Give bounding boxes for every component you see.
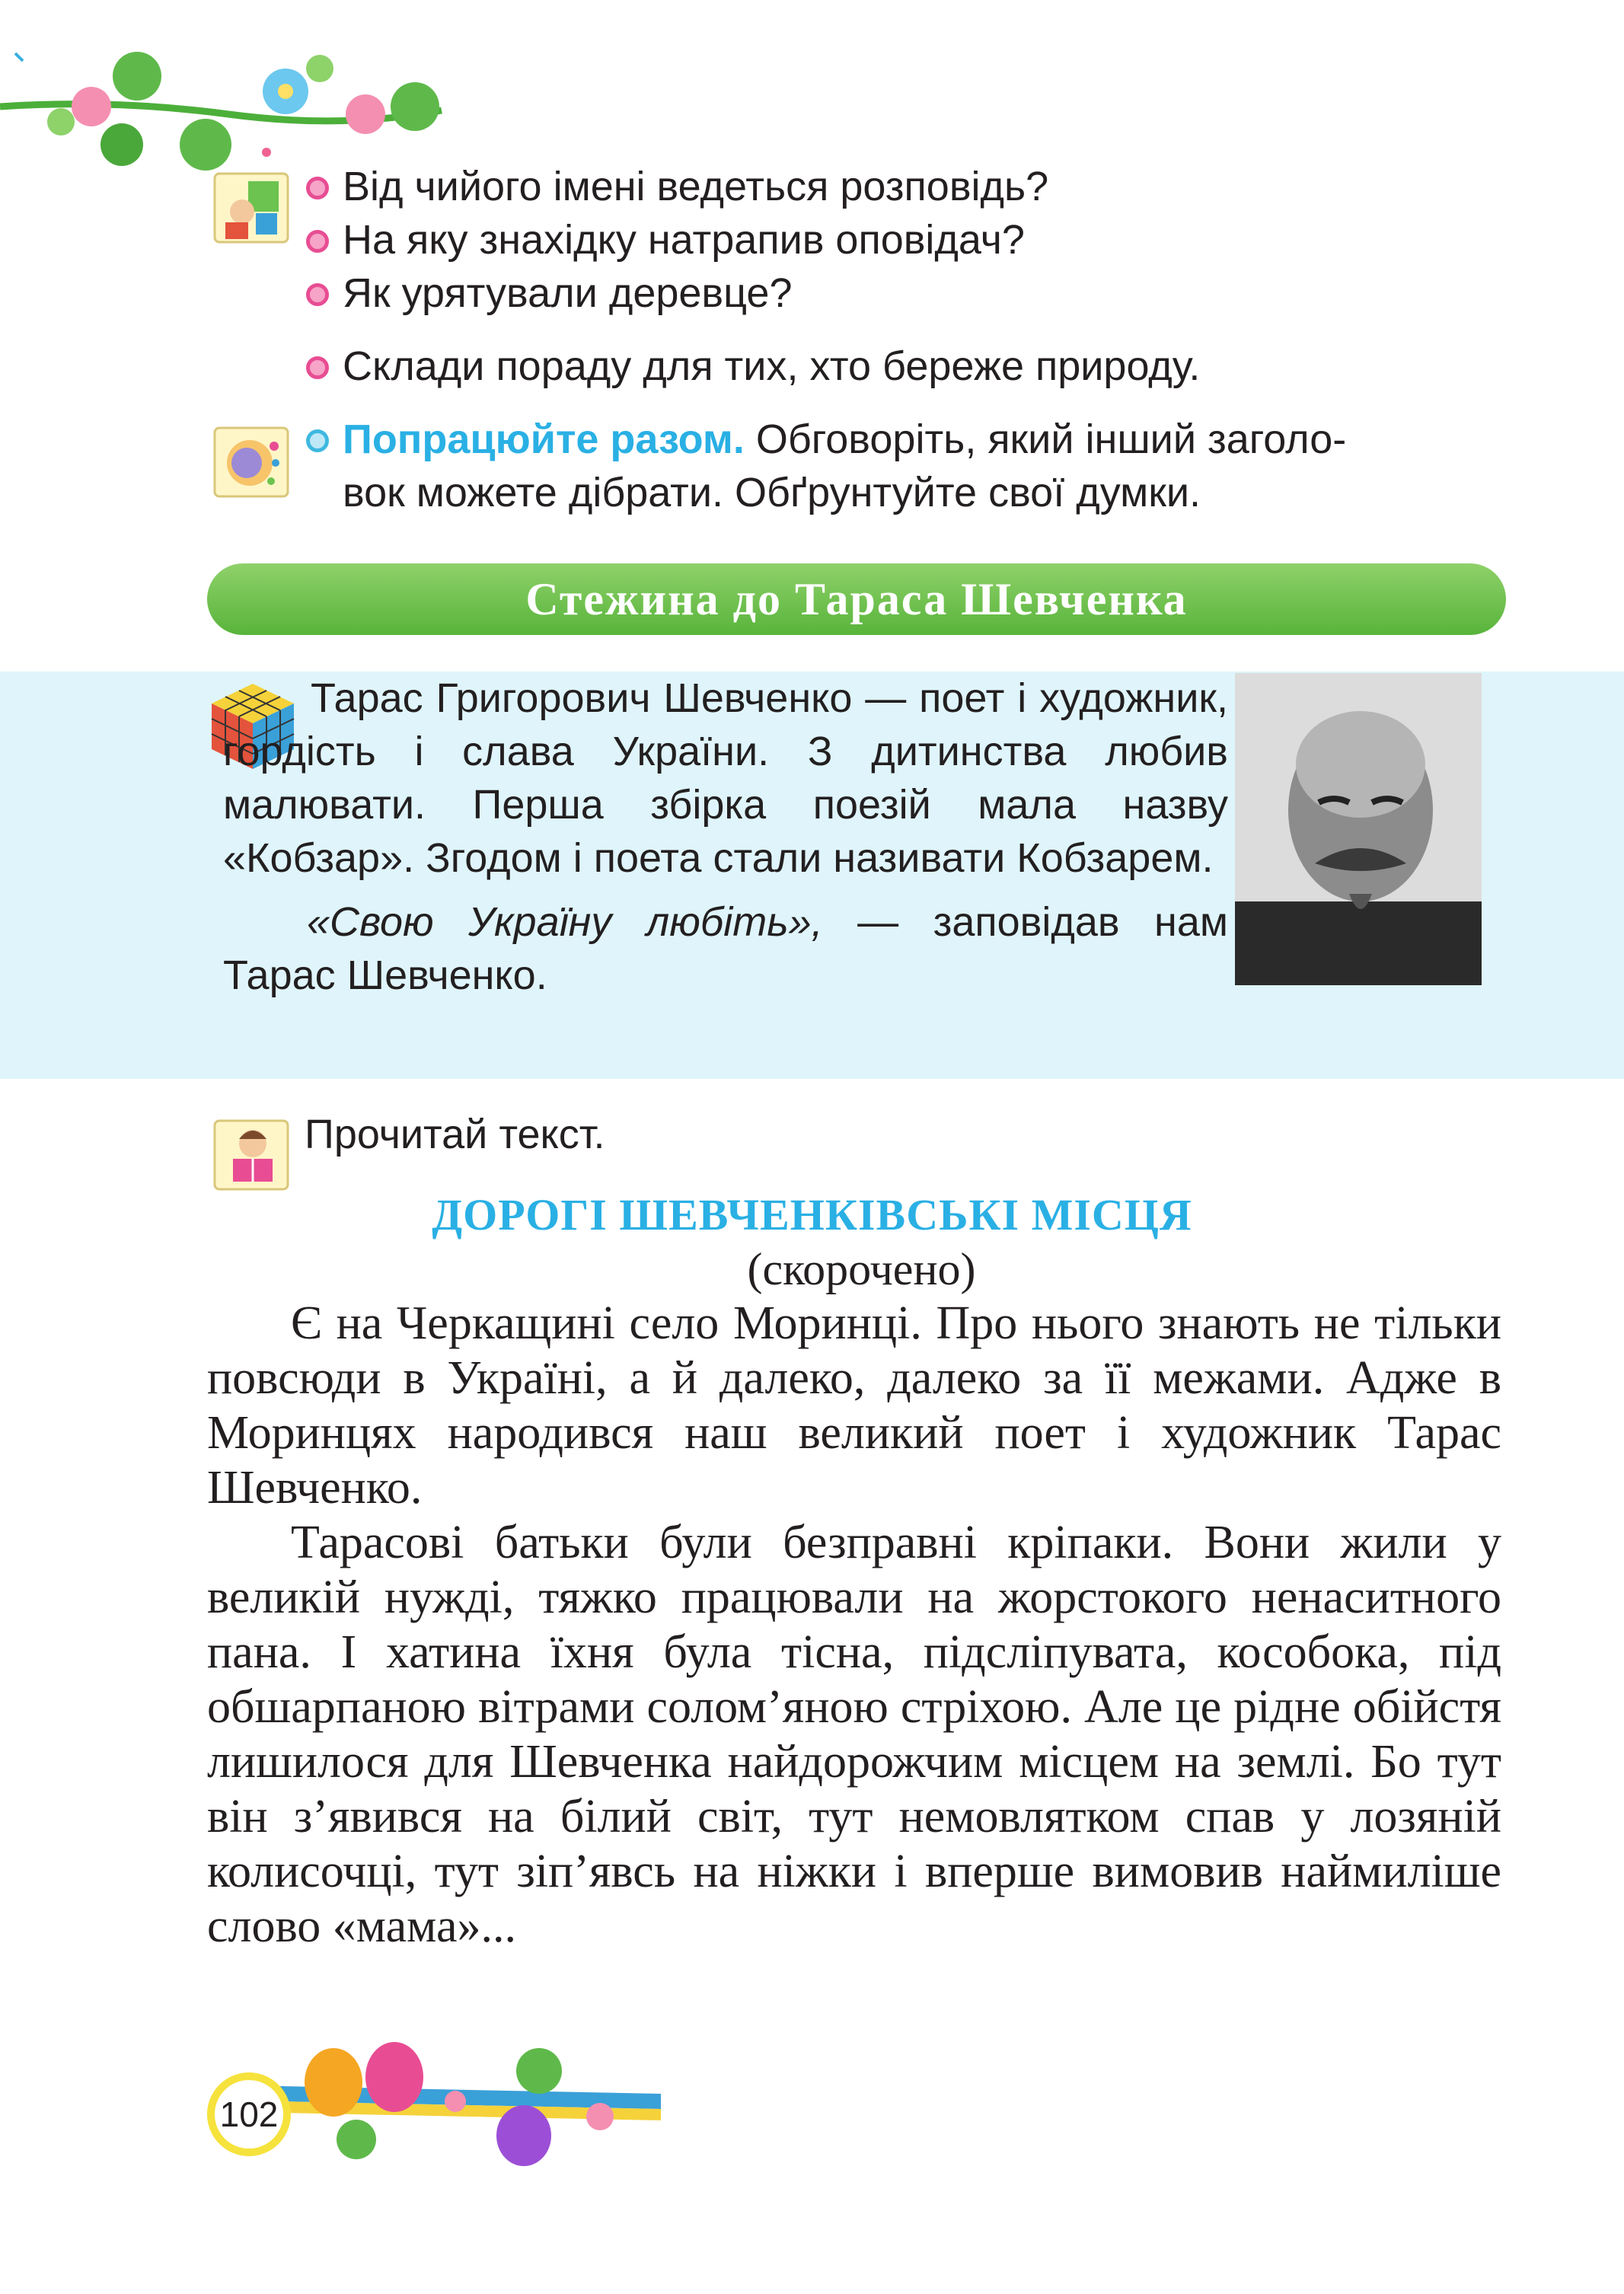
bullet-icon <box>306 230 329 253</box>
question-item: Як урятували деревце? <box>305 266 1523 320</box>
question-item: Склади пораду для тих, хто береже природу. <box>305 340 1523 393</box>
bullet-icon <box>306 283 329 306</box>
page-number: 102 <box>207 2072 291 2156</box>
question-item: Від чийого імені ведеться розповідь? <box>305 160 1523 213</box>
section-banner: Стежина до Тараса Шевченка <box>207 563 1506 635</box>
shevchenko-portrait <box>1235 673 1482 985</box>
story-title: ДОРОГІ ШЕВЧЕНКІВСЬКІ МІСЦЯ <box>432 1190 1192 1240</box>
bullet-icon <box>306 429 329 452</box>
story-subtitle: (скорочено) <box>747 1244 976 1294</box>
story-paragraph: Є на Черкащині село Моринці. Про нього знають не тільки повсюди в Україні, а й далеко, далеко за її межами. Адже в Моринцях народився наш великий поет і художник Тарас Шевченко. <box>207 1297 1501 1514</box>
quote-italic: «Свою Україну любіть», <box>307 899 823 945</box>
reading-child-icon <box>210 1113 294 1197</box>
teamwork-task: Попрацюйте разом. Обговоріть, який інший заголо- <box>305 413 1523 466</box>
teamwork-highlight: Попрацюйте разом. <box>343 416 745 462</box>
question-list <box>305 160 1523 519</box>
question-card-icon <box>210 166 294 250</box>
floral-decoration-top <box>0 23 457 175</box>
info-quote: «Свою Україну любіть», — заповідав нам Тарас Шевченко. <box>223 899 1229 998</box>
teamwork-card-icon <box>210 420 294 504</box>
info-text <box>223 672 1228 1002</box>
info-paragraph: Тарас Григорович Шевченко — поет і художник, гордість і слава України. З дитинства любив малювати. Перша збірка поезій мала назву «Кобзар». Згодом і поета стали називати Кобзарем. <box>223 675 1228 881</box>
bullet-icon <box>306 356 329 379</box>
bullet-icon <box>306 177 329 199</box>
question-item: На яку знахідку натрапив оповідач? <box>305 213 1523 266</box>
read-task: Прочитай текст. <box>305 1112 605 1157</box>
story-text <box>207 1296 1501 1954</box>
story-paragraph: Тарасові батьки були безправні кріпаки. Вони жили у великій нужді, тяжко працювали на жорстокого ненаситного пана. І хатина їхня була тісна, підсліпувата, кособока, під обшарпаною вітрами солом’яною стріхою. Але це рідне обійстя лишилося для Шевченка найдорожчим місцем на землі. Бо тут він з’явився на білий світ, тут немовлятком спав у лозяній колисочці, тут зіп’явсь на ніжки і вперше вимовив наймиліше слово «мама»... <box>207 1517 1501 1952</box>
teamwork-task-continued: вок можете дібрати. Обґрунтуйте свої думки. <box>343 470 1201 515</box>
